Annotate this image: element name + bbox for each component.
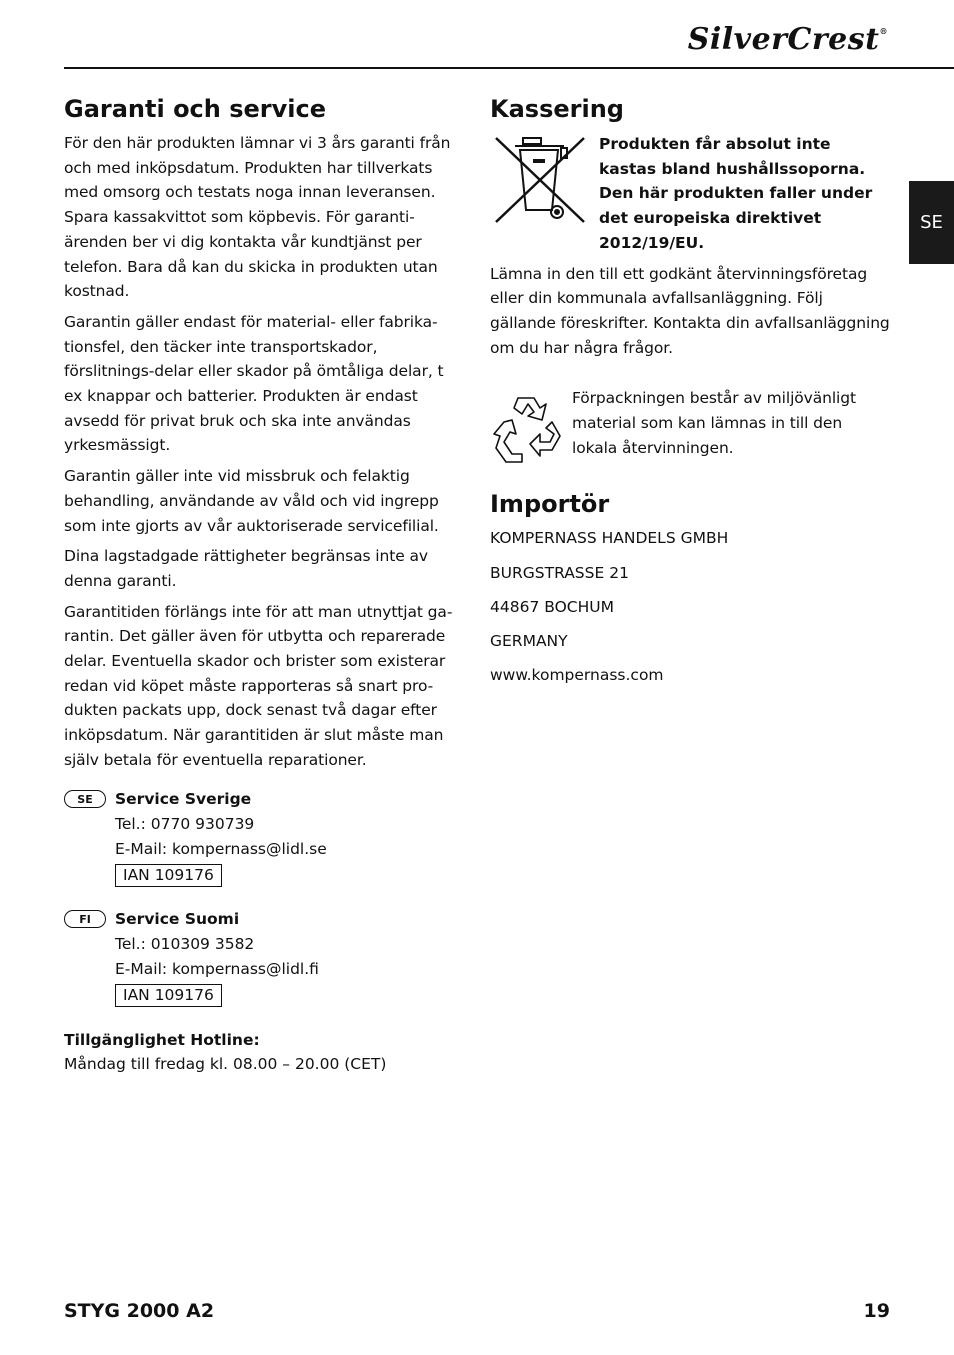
warranty-paragraph: Dina lagstadgade rättigheter begränsas inte av denna garanti. [64, 547, 428, 590]
hotline-hours: Måndag till fredag kl. 08.00 – 20.00 (CET) [64, 1055, 387, 1073]
ian-box: IAN 109176 [115, 984, 222, 1007]
importer-line: BURGSTRASSE 21 [490, 563, 629, 582]
service-title: Service Sverige [115, 790, 252, 808]
importer-title: Importör [490, 490, 610, 519]
disposal-text: Lämna in den till ett godkänt återvinningsföretag eller din kommunala avfallsanläggning. Följ gällande föreskrifter. Kontakta din avfallsanläggning om du har några frågor. [490, 264, 890, 357]
importer-line: 44867 BOCHUM [490, 597, 614, 616]
crossed-bin-icon [490, 134, 590, 226]
disposal-warning: Produkten får absolut inte kastas bland hushållssoporna. Den här produkten faller under det europeiska direktivet 2012/19/EU. [599, 135, 873, 252]
warranty-paragraph: Garantin gäller inte vid missbruk och felaktig behandling, användande av våld och vid ingrepp som inte gjorts av vår auktoriserade servicefilial. [64, 467, 439, 535]
warranty-paragraph: Garantin gäller endast för material- eller fabrika-tionsfel, den täcker inte transportskador, förslitnings-delar eller skador på ömtåliga delar, t ex knappar och batterier. Produkten är endast avsedd för privat bruk och ska inte användas yrkesmässigt. [64, 312, 444, 455]
service-phone: Tel.: 0770 930739 [115, 815, 255, 833]
brand-logo: SilverCrest® [687, 22, 888, 57]
country-badge-fi: FI [64, 910, 106, 928]
importer-website: www.kompernass.com [490, 666, 664, 685]
warranty-title: Garanti och service [64, 95, 326, 123]
disposal-section [490, 92, 890, 697]
ian-box: IAN 109176 [115, 864, 222, 887]
footer-model: STYG 2000 A2 [64, 1300, 215, 1322]
warranty-paragraph: För den här produkten lämnar vi 3 års garanti från och med inköpsdatum. Produkten har tillverkats med omsorg och testats noga innan leveransen. Spara kassakvittot som köpbevis. För garanti-ärenden ber vi dig kontakta vår kundtjänst per telefon. Bara då kan du skicka in produkten utan kostnad. [64, 134, 451, 301]
hotline-info [64, 1028, 386, 1076]
recycle-icon [490, 392, 566, 464]
service-email: E-Mail: kompernass@lidl.fi [115, 960, 319, 978]
service-email: E-Mail: kompernass@lidl.se [115, 840, 327, 858]
country-badge-se: SE [64, 790, 106, 808]
warranty-section [64, 92, 466, 773]
page-number: 19 [863, 1300, 890, 1322]
importer-line: KOMPERNASS HANDELS GMBH [490, 529, 729, 548]
header-rule [64, 67, 954, 69]
hotline-title: Tillgänglighet Hotline: [64, 1031, 260, 1049]
service-finland [64, 907, 484, 1008]
service-title: Service Suomi [115, 910, 240, 928]
warranty-paragraph: Garantitiden förlängs inte för att man utnyttjat ga-rantin. Det gäller även för utbytta och reparerade delar. Eventuella skador och brister som existerar redan vid köpet måste rapporteras så snart pro-dukten packats upp, dock senast två dagar efter inköpsdatum. När garantitiden är slut måste man själv betala för eventuella reparationer. [64, 602, 453, 769]
language-tab: SE [909, 181, 954, 264]
disposal-title: Kassering [490, 95, 624, 123]
service-phone: Tel.: 010309 3582 [115, 935, 255, 953]
packaging-text: Förpackningen består av miljövänligt material som kan lämnas in till den lokala återvinningen. [572, 389, 856, 457]
service-sweden [64, 787, 484, 888]
importer-line: GERMANY [490, 631, 568, 650]
